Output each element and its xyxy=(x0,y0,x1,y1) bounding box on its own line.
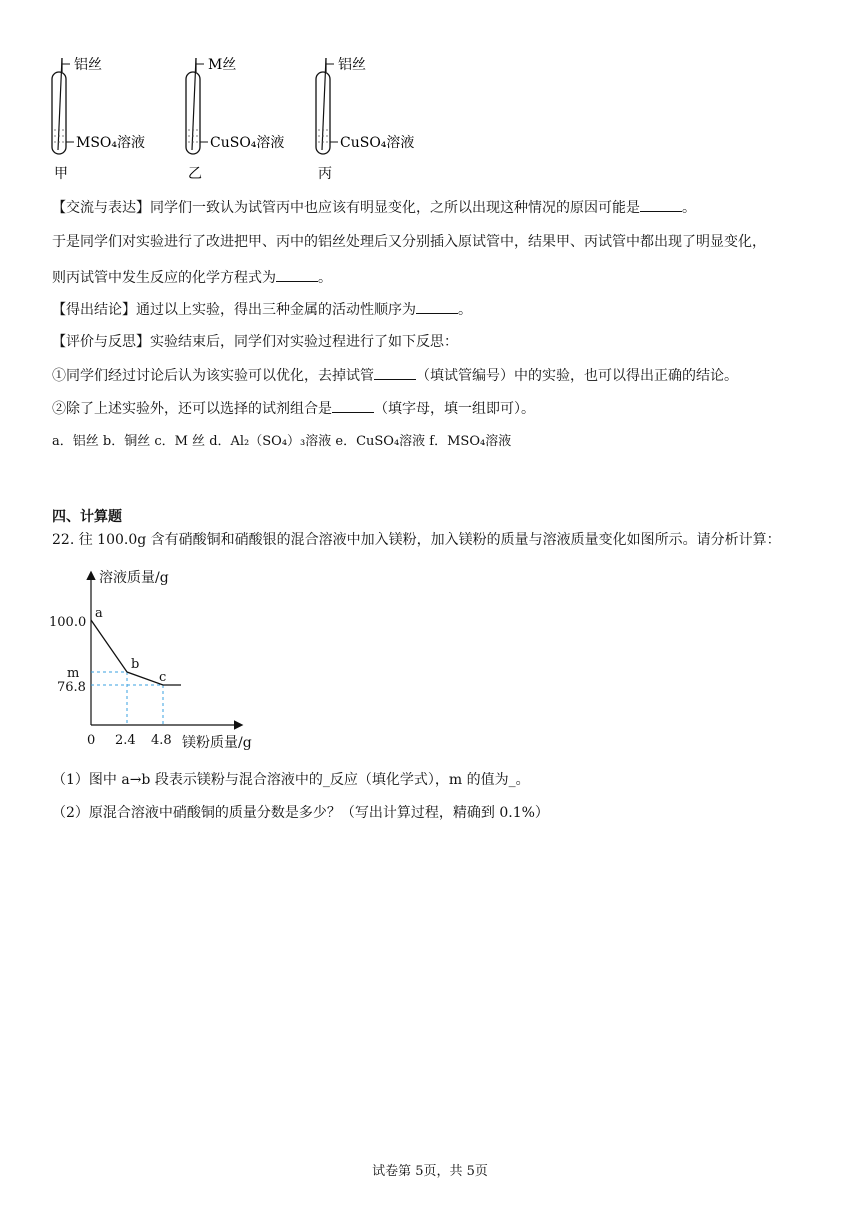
reflect-text: 实验结束后，同学们对实验过程进行了如下反思： xyxy=(150,334,458,350)
tube-tag: 乙 xyxy=(188,166,202,182)
reflect-1-text: ①同学们经过讨论后认为该实验可以优化，去掉试管 xyxy=(52,368,374,384)
answer-blank[interactable] xyxy=(332,398,374,413)
tube-tag: 甲 xyxy=(54,166,68,182)
q22-sub1: （1）图中 a→b 段表示镁粉与混合溶液中的_反应（填化学式），m 的值为_。 xyxy=(52,772,530,788)
tube-wire-label: M丝 xyxy=(208,57,237,73)
point-label-c: c xyxy=(159,670,167,685)
conclusion-tag: 【得出结论】 xyxy=(52,302,136,318)
test-tube-figure xyxy=(40,50,460,185)
point-label-a: a xyxy=(95,606,103,621)
tube-jia xyxy=(52,57,145,182)
options-line: a．铝丝 b．铜丝 c．M 丝 d．Al₂（SO₄）₃溶液 e．CuSO₄溶液 f．MSO₄溶液 xyxy=(52,434,512,449)
tube-solution-label: CuSO₄溶液 xyxy=(210,135,285,151)
guide-lines xyxy=(91,672,163,725)
reflect-line xyxy=(52,332,458,352)
reflect-tag: 【评价与反思】 xyxy=(52,334,150,350)
exchange-line xyxy=(52,197,696,218)
x-tick-label: 4.8 xyxy=(151,733,172,748)
tube-wire-label: 铝丝 xyxy=(74,57,102,73)
conclusion-line xyxy=(52,299,472,320)
q22-stem: 22. 往 100.0g 含有硝酸铜和硝酸银的混合溶液中加入镁粉，加入镁粉的质量与溶液质量变化如图所示。请分析计算： xyxy=(52,532,781,548)
answer-blank[interactable] xyxy=(640,197,682,212)
answer-blank[interactable] xyxy=(276,267,318,282)
answer-blank[interactable] xyxy=(374,365,416,380)
exchange-tag: 【交流与表达】 xyxy=(52,200,150,216)
tube-tag: 丙 xyxy=(318,166,332,182)
improve-line-1: 于是同学们对实验进行了改进把甲、丙中的铝丝处理后又分别插入原试管中，结果甲、丙试管中都出现了明显变化， xyxy=(52,234,766,250)
tube-solution-label: CuSO₄溶液 xyxy=(340,135,415,151)
y-tick-label: 100.0 xyxy=(49,615,87,630)
punctuation: 。 xyxy=(682,200,696,216)
reflect-1-line xyxy=(52,365,738,386)
tube-solution-label: MSO₄溶液 xyxy=(76,135,146,151)
page-footer: 试卷第 5页，共 5页 xyxy=(372,1164,488,1179)
x-tick-label: 0 xyxy=(87,733,96,748)
q22-sub2: （2）原混合溶液中硝酸铜的质量分数是多少？（写出计算过程，精确到 0.1%） xyxy=(52,805,549,821)
answer-blank[interactable] xyxy=(416,299,458,314)
tube-wire-label: 铝丝 xyxy=(338,57,366,73)
x-axis-label: 镁粉质量/g xyxy=(182,735,252,751)
reflect-2-text-end: （填字母，填一组即可）。 xyxy=(374,401,535,417)
improve-text: 则丙试管中发生反应的化学方程式为 xyxy=(52,270,276,286)
mass-change-chart xyxy=(45,565,275,755)
improve-line-2 xyxy=(52,267,332,288)
y-axis-label: 溶液质量/g xyxy=(99,570,169,586)
conclusion-text: 通过以上实验，得出三种金属的活动性顺序为 xyxy=(136,302,416,318)
mass-curve xyxy=(91,620,181,685)
punctuation: 。 xyxy=(458,302,472,318)
point-label-b: b xyxy=(131,657,140,672)
x-tick-label: 2.4 xyxy=(115,733,136,748)
y-tick-label: 76.8 xyxy=(57,680,86,695)
reflect-1-text-end: （填试管编号）中的实验，也可以得出正确的结论。 xyxy=(416,368,738,384)
reflect-2-text: ②除了上述实验外，还可以选择的试剂组合是 xyxy=(52,401,332,417)
punctuation: 。 xyxy=(318,270,332,286)
section-title: 四、计算题 xyxy=(52,509,122,525)
tube-yi xyxy=(186,57,284,182)
y-tick-label: m xyxy=(67,666,80,681)
tube-bing xyxy=(316,57,414,182)
exchange-text: 同学们一致认为试管丙中也应该有明显变化，之所以出现这种情况的原因可能是 xyxy=(150,200,640,216)
reflect-2-line xyxy=(52,398,535,419)
